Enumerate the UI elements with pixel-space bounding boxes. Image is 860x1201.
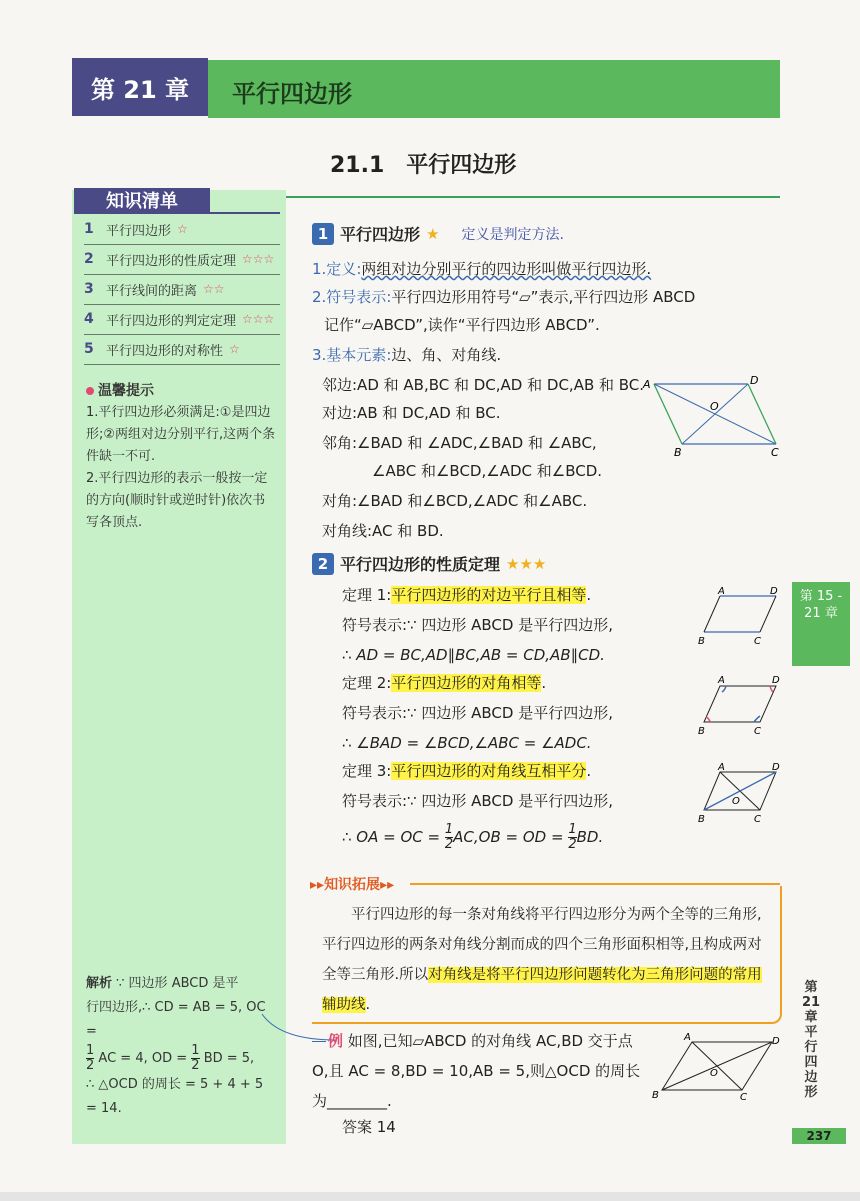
item-text: 平行四边形的判定定理 (106, 313, 237, 329)
vertex-label: D (772, 675, 780, 686)
analysis-line: 行四边形,∴ CD = AB = 5, OC = (86, 1000, 266, 1039)
chapter-number-box: 第 21 章 (72, 58, 208, 116)
analysis-line: ∴ △OCD 的周长 = 5 + 4 + 5 (86, 1077, 264, 1092)
vertex-label: B (674, 446, 682, 458)
theorem-1 (342, 580, 591, 610)
vertex-label: D (770, 586, 778, 597)
star-icon: ★ (426, 224, 440, 243)
knowledge-item (84, 334, 280, 365)
result-part: ∴ OA = OC = (342, 828, 441, 846)
parallelogram-diagram-3 (696, 672, 786, 736)
vertex-label: B (698, 814, 705, 824)
vertex-label: C (754, 636, 761, 647)
result-part: BD. (576, 828, 604, 846)
star-icon: ☆☆ (203, 282, 225, 296)
vertex-label: D (772, 1036, 780, 1047)
item-text: 平行线间的距离 (106, 283, 198, 299)
numerator: 1 (191, 1043, 200, 1058)
vertex-label: A (718, 762, 725, 773)
item-number: 4 (84, 311, 94, 327)
vertex-label: A (718, 586, 725, 597)
theorem-2-symbol: 符号表示:∵ 四边形 ABCD 是平行四边形, (342, 704, 613, 722)
analysis-block (86, 972, 276, 1121)
vertex-label: C (754, 726, 761, 736)
vertex-label: A (643, 378, 651, 391)
denominator: 2 (568, 837, 577, 852)
element-line: 邻角:∠BAD 和 ∠ADC,∠BAD 和 ∠ABC, (322, 434, 597, 452)
vertex-label: C (771, 446, 779, 458)
theorem-3-symbol: 符号表示:∵ 四边形 ABCD 是平行四边形, (342, 792, 613, 810)
fraction (568, 823, 576, 852)
analysis-label: 解析 (86, 976, 113, 991)
tips-heading (86, 380, 154, 400)
knowledge-item (84, 274, 280, 305)
knowledge-item (84, 244, 280, 275)
element-line: 邻边:AD 和 AB,BC 和 DC,AD 和 DC,AB 和 BC. (322, 376, 645, 394)
element-line: ∠ABC 和∠BCD,∠ADC 和∠BCD. (372, 462, 603, 480)
elements-line: 3.基本元素:边、角、对角线. (312, 346, 502, 364)
section2-heading (312, 552, 546, 575)
answer: 答案 14 (342, 1118, 396, 1136)
section1-title: 平行四边形 (340, 225, 421, 244)
fraction (191, 1044, 199, 1073)
parallelogram-diagram-4 (696, 760, 786, 824)
denominator: 2 (86, 1058, 95, 1073)
tip-1: 1.平行四边形必须满足:①是四边形;②两组对边分别平行,这两个条件缺一不可. (86, 405, 276, 464)
parallelogram-diagram-5 (652, 1030, 782, 1102)
example-block (312, 1026, 652, 1116)
tip-2: 2.平行四边形的表示一般按一定的方向(顺时针或逆时针)依次书写各顶点. (86, 471, 268, 530)
item-text: 平行四边形的对称性 (106, 343, 224, 359)
definition-text: 两组对边分别平行的四边形叫做平行四边形. (361, 260, 652, 278)
vertex-label: D (750, 374, 759, 387)
vertex-label: O (710, 1068, 718, 1079)
result-part: AC,OB = OD = (453, 828, 564, 846)
vertex-label: A (684, 1032, 691, 1043)
parallelogram-diagram-2 (696, 584, 786, 648)
chapter-title: 平行四边形 (232, 80, 352, 108)
vertex-label: O (732, 796, 740, 807)
example-text: 如图,已知▱ABCD 的对角线 AC,BD 交于点 O,且 AC = 8,BD = 10,AB = 5,则△OCD 的周长为________. (312, 1032, 641, 1110)
example-label: 例 (328, 1032, 344, 1050)
definition-line: 1.定义:两组对边分别平行的四边形叫做平行四边形. (312, 260, 652, 278)
extension-text (322, 900, 774, 1020)
star-icon: ☆☆☆ (242, 252, 275, 266)
item-text: 平行四边形的性质定理 (106, 253, 237, 269)
star-icon: ☆☆☆ (242, 312, 275, 326)
vertex-label: B (698, 726, 705, 736)
section-badge: 2 (312, 553, 334, 575)
knowledge-item (84, 304, 280, 335)
theorem-label: 定理 3: (342, 762, 392, 780)
vertex-label: B (652, 1090, 659, 1101)
theorem-2 (342, 668, 546, 698)
item-number: 2 (84, 251, 94, 267)
theorem-text: 平行四边形的对角线互相平分 (391, 762, 587, 780)
extension-heading: ▸▸知识拓展▸▸ (310, 877, 395, 893)
knowledge-list-heading: 知识清单 (74, 188, 210, 212)
element-line: 对边:AB 和 DC,AD 和 BC. (322, 404, 501, 422)
symbol-text: 平行四边形用符号“▱”表示,平行四边形 ABCD (391, 288, 696, 306)
theorem-text: 平行四边形的对角相等 (391, 674, 542, 692)
section-title: 21.1 平行四边形 (330, 153, 517, 178)
star-icon: ☆ (177, 222, 188, 236)
analysis-line: BD = 5, (203, 1051, 255, 1066)
period: . (541, 674, 547, 692)
page-number: 237 (792, 1128, 846, 1144)
theorem-label: 定理 2: (342, 674, 392, 692)
symbol-line: 2.符号表示:平行四边形用符号“▱”表示,平行四边形 ABCD (312, 288, 696, 306)
parallelogram-diagram-1 (640, 372, 790, 458)
tips-heading-text: 温馨提示 (98, 383, 154, 399)
vertex-label: D (772, 762, 780, 773)
theorem-1-symbol: 符号表示:∵ 四边形 ABCD 是平行四边形, (342, 616, 613, 634)
theorem-label: 定理 1: (342, 586, 392, 604)
fraction (445, 823, 453, 852)
section2-title: 平行四边形的性质定理 (340, 555, 501, 574)
element-line: 对角线:AC 和 BD. (322, 522, 444, 540)
numerator: 1 (444, 822, 454, 837)
vertex-label: A (718, 675, 725, 686)
bullet-icon (86, 387, 94, 395)
period: . (586, 586, 592, 604)
bottom-margin (0, 1192, 860, 1201)
analysis-line: ∵ 四边形 ABCD 是平 (116, 976, 239, 991)
numerator: 1 (568, 822, 577, 837)
item-number: 5 (84, 341, 94, 357)
period: . (586, 762, 592, 780)
theorem-3 (342, 756, 591, 786)
analysis-line: = 14. (86, 1101, 122, 1116)
vertex-label: C (740, 1092, 747, 1102)
definition-label: 1.定义 (312, 260, 357, 278)
extension-highlight: 对角线是将平行四边形问题转化为三角形问题的常用辅助线 (322, 967, 762, 1013)
star-icon: ☆ (229, 342, 240, 356)
theorem-text: 平行四边形的对边平行且相等 (391, 586, 587, 604)
vertex-label: C (754, 814, 761, 824)
extension-heading-text: 知识拓展 (324, 877, 381, 893)
analysis-line: AC = 4, OD = (98, 1051, 188, 1066)
elements-text: 边、角、对角线. (391, 346, 502, 364)
extension-body: 平行四边形的每一条对角线将平行四边形分为两个全等的三角形,平行四边形的两条对角线分割而成的四个三角形面积相等,且构成两对全等三角形.所以 (322, 907, 762, 983)
handwritten-note: 定义是判定方法. (461, 226, 564, 243)
theorem-3-result (342, 822, 603, 852)
period: . (365, 997, 371, 1013)
vertex-label: O (710, 400, 719, 413)
denominator: 2 (191, 1058, 200, 1073)
item-number: 1 (84, 221, 94, 237)
vertex-label: B (698, 636, 705, 647)
theorem-2-result: ∴ ∠BAD = ∠BCD,∠ABC = ∠ADC. (342, 734, 592, 752)
fraction (86, 1044, 94, 1073)
item-number: 3 (84, 281, 94, 297)
chapter-range-tab: 第 15 - 21 章 (792, 582, 850, 666)
main-top-rule (286, 196, 780, 198)
knowledge-item (84, 214, 280, 245)
element-line: 对角:∠BAD 和∠BCD,∠ADC 和∠ABC. (322, 492, 588, 510)
section1-heading (312, 222, 564, 245)
theorem-1-result: ∴ AD = BC,AD∥BC,AB = CD,AB∥CD. (342, 646, 605, 664)
denominator: 2 (444, 837, 454, 852)
symbol-label: 2.符号表示 (312, 288, 387, 306)
star-icon: ★★★ (506, 554, 547, 573)
section-badge: 1 (312, 223, 334, 245)
vertical-chapter-label: 第21章 平行四边形 (801, 980, 821, 1100)
item-text: 平行四边形 (106, 223, 172, 239)
symbol-line-2: 记作“▱ABCD”,读作“平行四边形 ABCD”. (324, 316, 600, 334)
extension-rule (410, 883, 780, 885)
numerator: 1 (86, 1043, 95, 1058)
elements-label: 3.基本元素 (312, 346, 387, 364)
